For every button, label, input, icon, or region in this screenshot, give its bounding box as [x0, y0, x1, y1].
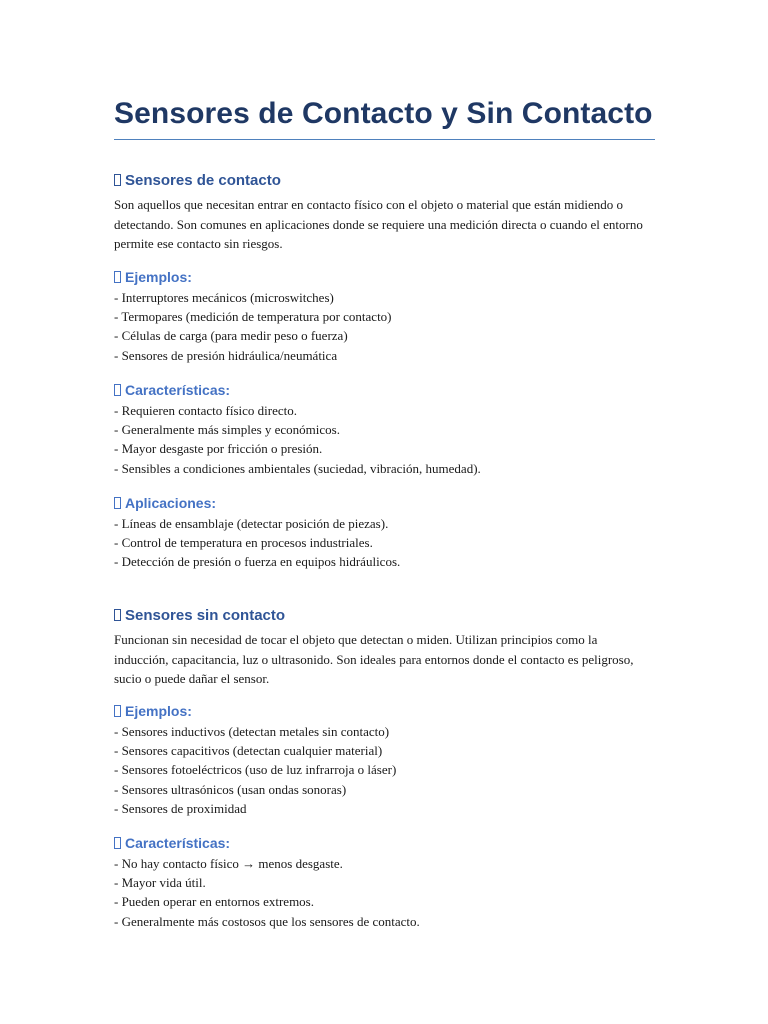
list-item: - Sensores inductivos (detectan metales sin contacto): [114, 724, 390, 739]
list-item: - Líneas de ensamblaje (detectar posición de piezas).: [114, 516, 389, 531]
list-item: - Termopares (medición de temperatura por contacto): [114, 309, 392, 325]
list-item: - Mayor vida útil.: [114, 875, 206, 891]
list-item: - Sensores de proximidad: [114, 800, 247, 816]
block-heading: [114, 493, 655, 513]
bullet-list: [114, 288, 655, 365]
block-heading: [114, 701, 655, 721]
block-noncontact-characteristics: [114, 833, 655, 931]
section-intro: Funcionan sin necesidad de tocar el objeto que detectan o miden. Utilizan principios como la inducción, capacitancia, luz o ultrasonido. Son ideales para entornos donde el contacto es peligroso, sucio o puede dañar el sensor.: [114, 632, 634, 687]
list-item: - Sensores fotoeléctricos (uso de luz infrarroja o láser): [114, 762, 397, 778]
list-item: - Requieren contacto físico directo.: [114, 403, 298, 418]
list-item: - Pueden operar en entornos extremos.: [114, 894, 314, 910]
list-item: - Mayor desgaste por fricción o presión.: [114, 441, 323, 457]
missing-glyph-box-icon: [114, 609, 121, 621]
block-heading: [114, 267, 655, 287]
list-item: - Generalmente más costosos que los sensores de contacto.: [114, 913, 420, 929]
list-item: - Células de carga (para medir peso o fuerza): [114, 328, 348, 344]
list-item: - Control de temperatura en procesos industriales.: [114, 535, 373, 551]
missing-glyph-box-icon: [114, 497, 121, 509]
section-heading: [114, 606, 655, 626]
block-heading-text: Ejemplos:: [125, 269, 192, 285]
list-item: - Interruptores mecánicos (microswitches): [114, 290, 334, 305]
list-item: - Sensibles a condiciones ambientales (suciedad, vibración, humedad).: [114, 460, 481, 476]
bullet-list: [114, 401, 655, 478]
block-heading: [114, 380, 655, 400]
block-heading-text: Ejemplos:: [125, 703, 192, 719]
section-heading-text: Sensores sin contacto: [125, 607, 286, 624]
bullet-list: [114, 514, 655, 572]
title-divider: [114, 139, 655, 140]
list-item: - No hay contacto físico → menos desgaste.: [114, 856, 343, 871]
list-item: - Generalmente más simples y económicos.: [114, 422, 340, 438]
section-heading: [114, 171, 655, 191]
page-title: Sensores de Contacto y Sin Contacto: [114, 97, 653, 130]
block-heading: [114, 833, 655, 853]
section-contact-sensors: [114, 171, 655, 254]
section-heading-text: Sensores de contacto: [125, 172, 281, 189]
block-contact-applications: [114, 493, 655, 572]
block-heading-text: Características:: [125, 835, 231, 851]
list-item: - Sensores capacitivos (detectan cualquier material): [114, 743, 383, 759]
block-noncontact-examples: [114, 701, 655, 818]
missing-glyph-box-icon: [114, 705, 121, 717]
missing-glyph-box-icon: [114, 174, 121, 186]
missing-glyph-box-icon: [114, 384, 121, 396]
list-item: - Sensores ultrasónicos (usan ondas sonoras): [114, 781, 347, 797]
list-item: - Sensores de presión hidráulica/neumática: [114, 347, 338, 363]
section-non-contact-sensors: [114, 606, 655, 689]
block-heading-text: Características:: [125, 382, 231, 398]
missing-glyph-box-icon: [114, 837, 121, 849]
block-heading-text: Aplicaciones:: [125, 495, 217, 511]
block-contact-characteristics: [114, 380, 655, 478]
bullet-list: [114, 854, 655, 931]
bullet-list: [114, 722, 655, 818]
section-intro: Son aquellos que necesitan entrar en contacto físico con el objeto o material que están midiendo o detectando. Son comunes en aplicaciones donde se requiere una medición directa o cuando el entorno permite ese contacto sin riesgos.: [114, 197, 643, 252]
missing-glyph-box-icon: [114, 271, 121, 283]
document-page: [114, 92, 655, 929]
list-item: - Detección de presión o fuerza en equipos hidráulicos.: [114, 554, 401, 570]
block-contact-examples: [114, 267, 655, 365]
